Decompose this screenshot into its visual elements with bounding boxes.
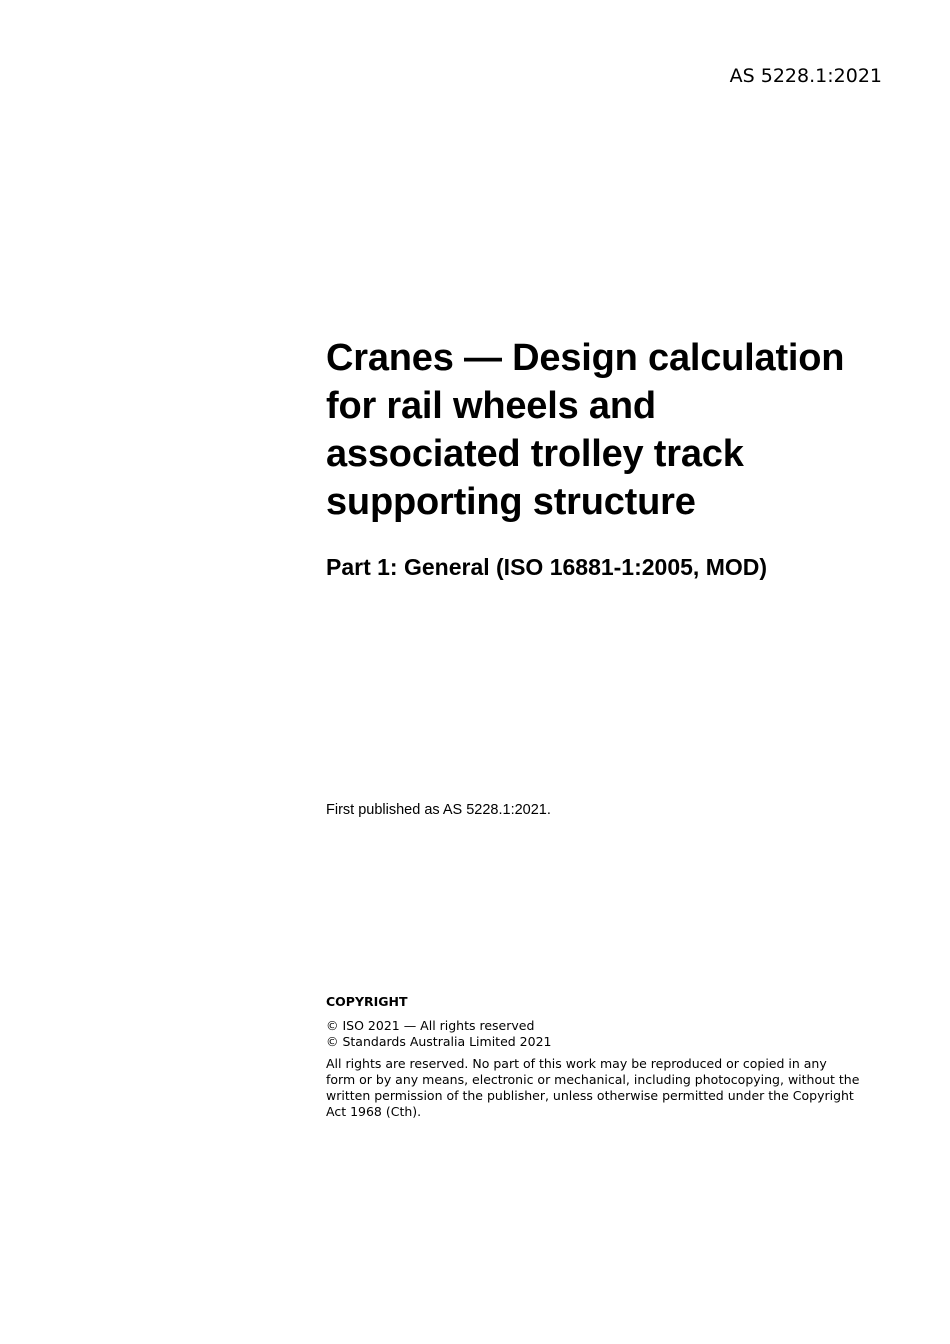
title-line: for rail wheels and bbox=[326, 385, 656, 427]
copyright-notices bbox=[326, 1018, 886, 1050]
rights-line: form or by any means, electronic or mechanical, including photocopying, without the bbox=[326, 1072, 860, 1087]
document-title bbox=[326, 334, 886, 526]
copyright-notice: © ISO 2021 — All rights reserved bbox=[326, 1018, 535, 1033]
rights-line: Act 1968 (Cth). bbox=[326, 1104, 422, 1119]
document-subtitle: Part 1: General (ISO 16881-1:2005, MOD) bbox=[326, 554, 768, 580]
copyright-section bbox=[326, 994, 886, 1120]
rights-statement bbox=[326, 1056, 860, 1120]
title-line: associated trolley track bbox=[326, 433, 744, 475]
copyright-notice: © Standards Australia Limited 2021 bbox=[326, 1034, 552, 1049]
title-line: supporting structure bbox=[326, 481, 696, 523]
title-line: Cranes — Design calculation bbox=[326, 337, 845, 379]
copyright-heading: COPYRIGHT bbox=[326, 994, 408, 1009]
first-published-note: First published as AS 5228.1:2021. bbox=[326, 802, 551, 818]
rights-line: All rights are reserved. No part of this work may be reproduced or copied in any bbox=[326, 1056, 827, 1071]
standard-number: AS 5228.1:2021 bbox=[729, 65, 882, 87]
rights-line: written permission of the publisher, unless otherwise permitted under the Copyright bbox=[326, 1088, 854, 1103]
